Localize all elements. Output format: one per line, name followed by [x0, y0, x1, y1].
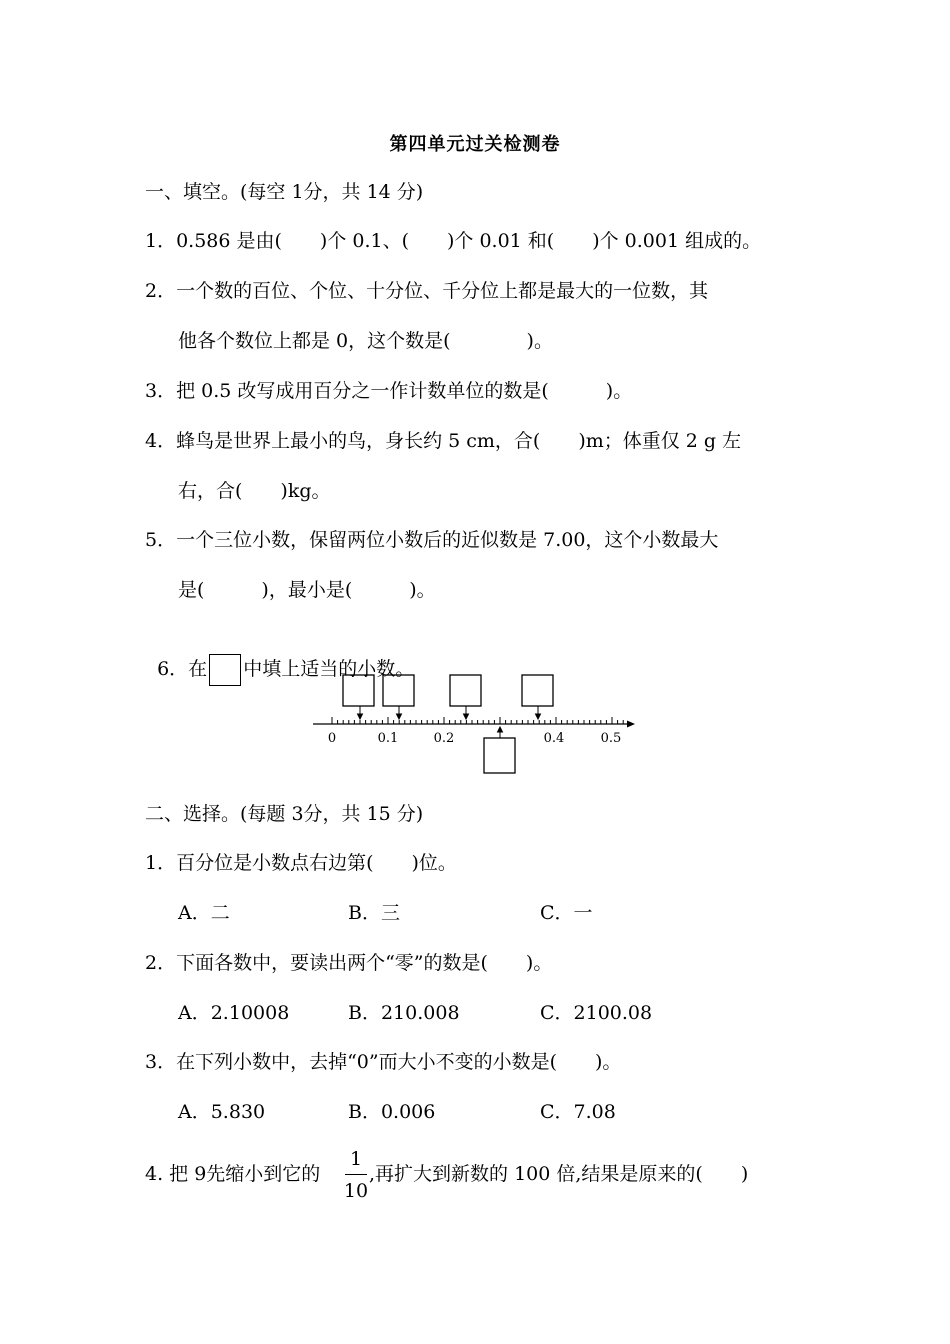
q2-1-option-c: C．一: [540, 902, 593, 924]
answer-box-1: [343, 675, 374, 706]
fraction-denominator: 10: [343, 1180, 369, 1202]
question-1-2-line-2: 他各个数位上都是 0，这个数是( )。: [178, 330, 553, 352]
q2-3-option-c: C．7.08: [540, 1101, 616, 1123]
section-1-heading: 一、填空。(每空 1分，共 14 分): [145, 181, 424, 203]
question-2-2: 2．下面各数中，要读出两个“零”的数是( )。: [145, 952, 553, 974]
answer-box-2: [383, 675, 414, 706]
question-2-3: 3．在下列小数中，去掉“0”而大小不变的小数是( )。: [145, 1051, 622, 1073]
q2-3-option-a: A．5.830: [178, 1101, 266, 1123]
answer-box-icon: [209, 654, 241, 686]
page-title: 第四单元过关检测卷: [389, 134, 561, 155]
question-1-3: 3．把 0.5 改写成用百分之一作计数单位的数是( )。: [145, 380, 633, 402]
question-2-4-prefix: 4. 把 9先缩小到它的: [145, 1163, 321, 1185]
q2-2-option-c: C．2100.08: [540, 1002, 653, 1024]
axis-arrow-icon: [627, 721, 635, 728]
tick-label-0.4: 0.4: [543, 731, 565, 746]
q2-2-option-b: B．210.008: [348, 1002, 460, 1024]
question-1-1: 1．0.586 是由( )个 0.1、( )个 0.01 和( )个 0.001 组成的。: [145, 230, 762, 252]
question-1-2-line-1: 2．一个数的百位、个位、十分位、千分位上都是最大的一位数，其: [145, 280, 709, 302]
question-1-4-line-2: 右，合( )kg。: [178, 480, 331, 502]
question-1-5-line-2: 是( )，最小是( )。: [178, 579, 436, 601]
tick-label-0: 0: [327, 731, 337, 746]
question-2-4-suffix: ,再扩大到新数的 100 倍,结果是原来的( ): [369, 1163, 749, 1185]
fraction-bar: [345, 1174, 367, 1175]
tick-label-0.5: 0.5: [600, 731, 622, 746]
tick-label-0.2: 0.2: [433, 731, 455, 746]
answer-box-4: [522, 675, 553, 706]
question-2-1: 1．百分位是小数点右边第( )位。: [145, 852, 457, 874]
number-line-figure: [305, 668, 645, 778]
question-1-5-line-1: 5．一个三位小数，保留两位小数后的近似数是 7.00，这个小数最大: [145, 529, 719, 551]
answer-box-3: [450, 675, 481, 706]
q2-1-option-b: B．三: [348, 902, 400, 924]
q2-2-option-a: A．2.10008: [178, 1002, 290, 1024]
question-1-6-prefix: 6．在: [157, 658, 208, 680]
answer-box-5: [484, 738, 515, 773]
tick-label-0.1: 0.1: [377, 731, 399, 746]
question-1-6-suffix: 中填上适当的小数。: [243, 658, 415, 680]
fraction-numerator: 1: [349, 1148, 363, 1170]
q2-3-option-b: B．0.006: [348, 1101, 436, 1123]
question-1-4-line-1: 4．蜂鸟是世界上最小的鸟，身长约 5 cm，合( )m；体重仅 2 g 左: [145, 430, 742, 452]
section-2-heading: 二、选择。(每题 3分，共 15 分): [145, 803, 424, 825]
q2-1-option-a: A．二: [178, 902, 230, 924]
